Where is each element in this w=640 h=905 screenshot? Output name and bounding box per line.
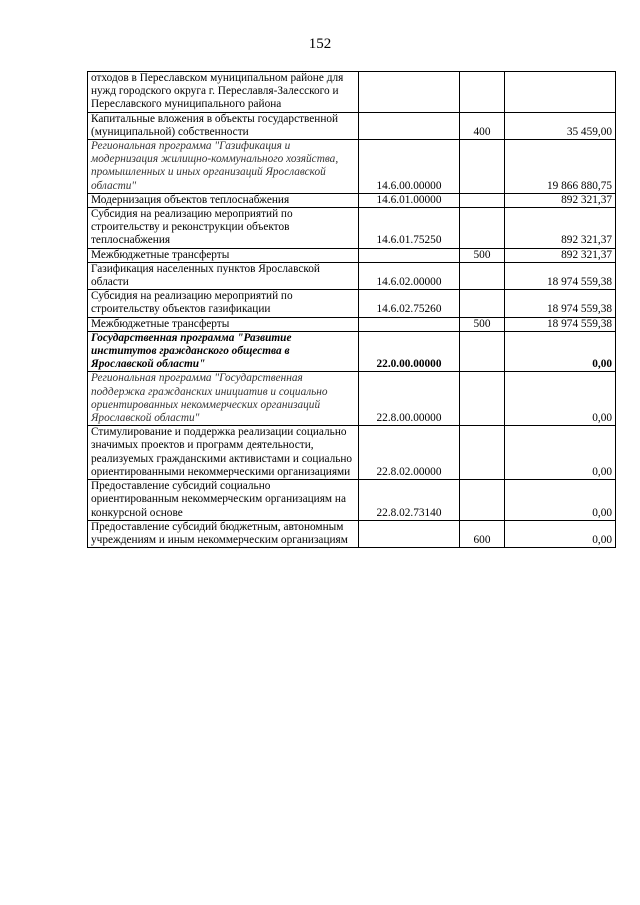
row-sum: 35 459,00 xyxy=(505,112,616,139)
row-expense-type: 600 xyxy=(460,520,505,547)
row-name: Модернизация объектов теплоснабжения xyxy=(88,193,359,207)
row-sum: 19 866 880,75 xyxy=(505,140,616,194)
row-expense-type xyxy=(460,193,505,207)
row-code xyxy=(359,72,460,113)
row-name: Предоставление субсидий социально ориентированным некоммерческим организациям на конкурсной основе xyxy=(88,480,359,521)
row-expense-type xyxy=(460,140,505,194)
table-row xyxy=(88,248,616,262)
row-name: Капитальные вложения в объекты государственной (муниципальной) собственности xyxy=(88,112,359,139)
row-sum: 0,00 xyxy=(505,426,616,480)
row-name: Стимулирование и поддержка реализации социально значимых проектов и программ деятельности, реализуемых гражданскими активистами и социально ориентированными некоммерческими организациями xyxy=(88,426,359,480)
table-row xyxy=(88,72,616,113)
row-expense-type: 400 xyxy=(460,112,505,139)
row-code xyxy=(359,112,460,139)
row-code: 22.8.02.73140 xyxy=(359,480,460,521)
table-row xyxy=(88,520,616,547)
row-name: Субсидия на реализацию мероприятий по строительству и реконструкции объектов теплоснабжения xyxy=(88,208,359,249)
table-row xyxy=(88,140,616,194)
table-row xyxy=(88,290,616,317)
row-expense-type xyxy=(460,262,505,289)
row-name: Межбюджетные трансферты xyxy=(88,317,359,331)
row-code: 22.8.00.00000 xyxy=(359,372,460,426)
row-code: 14.6.01.00000 xyxy=(359,193,460,207)
row-name: Государственная программа "Развитие институтов гражданского общества в Ярославской области" xyxy=(88,331,359,372)
row-code: 22.8.02.00000 xyxy=(359,426,460,480)
row-expense-type xyxy=(460,480,505,521)
row-sum: 18 974 559,38 xyxy=(505,262,616,289)
row-name: Субсидия на реализацию мероприятий по строительству объектов газификации xyxy=(88,290,359,317)
row-name: Межбюджетные трансферты xyxy=(88,248,359,262)
row-name: Предоставление субсидий бюджетным, автономным учреждениям и иным некоммерческим организациям xyxy=(88,520,359,547)
row-expense-type xyxy=(460,426,505,480)
row-expense-type xyxy=(460,72,505,113)
row-code xyxy=(359,248,460,262)
table-row xyxy=(88,208,616,249)
budget-table xyxy=(87,71,616,548)
row-expense-type: 500 xyxy=(460,248,505,262)
table-row xyxy=(88,317,616,331)
row-sum: 892 321,37 xyxy=(505,193,616,207)
row-code xyxy=(359,317,460,331)
row-expense-type xyxy=(460,372,505,426)
row-sum: 0,00 xyxy=(505,331,616,372)
row-name: Региональная программа "Государственная поддержка гражданских инициатив и социально ориентированных некоммерческих организаций Ярославской области" xyxy=(88,372,359,426)
row-sum: 18 974 559,38 xyxy=(505,317,616,331)
row-expense-type xyxy=(460,331,505,372)
table-row xyxy=(88,372,616,426)
table-row xyxy=(88,262,616,289)
row-expense-type: 500 xyxy=(460,317,505,331)
row-code: 14.6.01.75250 xyxy=(359,208,460,249)
row-sum: 18 974 559,38 xyxy=(505,290,616,317)
row-expense-type xyxy=(460,290,505,317)
row-sum: 892 321,37 xyxy=(505,248,616,262)
row-name: отходов в Переславском муниципальном районе для нужд городского округа г. Переславля-Залесского и Переславского муниципального района xyxy=(88,72,359,113)
table-row xyxy=(88,480,616,521)
row-code: 14.6.02.75260 xyxy=(359,290,460,317)
table-row xyxy=(88,331,616,372)
row-sum: 0,00 xyxy=(505,372,616,426)
row-code: 14.6.00.00000 xyxy=(359,140,460,194)
row-sum: 0,00 xyxy=(505,480,616,521)
row-sum xyxy=(505,72,616,113)
page-number: 152 xyxy=(308,36,332,52)
row-sum: 0,00 xyxy=(505,520,616,547)
row-expense-type xyxy=(460,208,505,249)
table-row xyxy=(88,112,616,139)
table-row xyxy=(88,193,616,207)
row-code xyxy=(359,520,460,547)
table-row xyxy=(88,426,616,480)
row-name: Газификация населенных пунктов Ярославской области xyxy=(88,262,359,289)
row-sum: 892 321,37 xyxy=(505,208,616,249)
row-name: Региональная программа "Газификация и модернизация жилищно-коммунального хозяйства, промышленных и иных организаций Ярославской области" xyxy=(88,140,359,194)
row-code: 22.0.00.00000 xyxy=(359,331,460,372)
row-code: 14.6.02.00000 xyxy=(359,262,460,289)
